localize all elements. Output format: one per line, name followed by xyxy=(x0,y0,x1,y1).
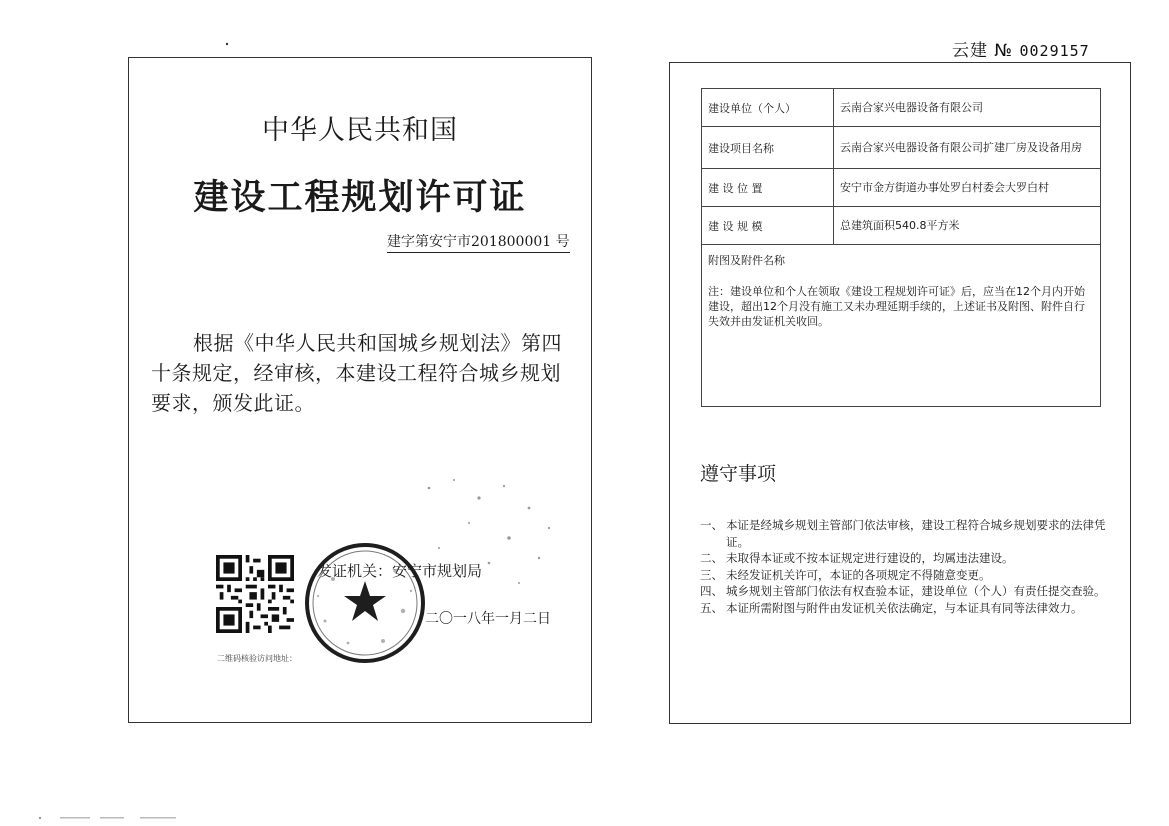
validity-note: 注：建设单位和个人在领取《建设工程规划许可证》后，应当在12个月内开始建设，超出12个月没有施工又未办理延期手续的，上述证书及附图、附件自行失效并由发证机关收回。 xyxy=(708,285,1085,328)
country-heading: 中华人民共和国 xyxy=(262,115,458,146)
row-label: 建 设 位 置 xyxy=(702,169,834,207)
attachments-label: 附图及附件名称 xyxy=(708,254,785,267)
note-text: 城乡规划主管部门依法有权查验本证，建设单位（个人）有责任提交查验。 xyxy=(726,584,1106,598)
certificate-details-page xyxy=(669,62,1131,724)
table-row xyxy=(702,169,1101,207)
certificate-front-page xyxy=(128,57,592,723)
row-value: 云南合家兴电器设备有限公司扩建厂房及设备用房 xyxy=(834,127,1101,169)
serial-mark: № xyxy=(994,41,1014,61)
issuing-authority: 发证机关：安宁市规划局 xyxy=(317,562,483,580)
note-index: 五、 xyxy=(700,600,723,615)
qr-caption: 二维码核验访问地址： xyxy=(217,654,297,663)
row-value: 总建筑面积540.8平方米 xyxy=(834,207,1101,245)
project-info-table xyxy=(701,88,1101,407)
list-item xyxy=(700,600,1110,617)
serial-number xyxy=(952,36,1090,61)
attachments-cell xyxy=(702,245,1101,407)
note-text: 未经发证机关许可，本证的各项规定不得随意变更。 xyxy=(726,567,991,582)
certificate-statement: 根据《中华人民共和国城乡规划法》第四十条规定，经审核，本建设工程符合城乡规划要求，颁发此证。 xyxy=(151,331,562,415)
notes-title: 遵守事项 xyxy=(700,463,777,485)
list-item xyxy=(700,517,1110,550)
note-text: 未取得本证或不按本证规定进行建设的，均属违法建设。 xyxy=(726,551,1014,565)
certificate-title: 建设工程规划许可证 xyxy=(193,178,527,218)
serial-prefix: 云建 xyxy=(952,41,988,61)
row-label: 建设项目名称 xyxy=(702,127,834,169)
issue-date: 二〇一八年一月二日 xyxy=(425,611,551,627)
note-index: 一、 xyxy=(700,518,723,532)
qr-code-icon xyxy=(216,555,294,633)
table-row xyxy=(702,89,1101,127)
certificate-number: 建字第安宁市201800001 号 xyxy=(387,231,570,253)
row-label: 建 设 规 模 xyxy=(702,207,834,245)
row-value: 安宁市金方街道办事处罗白村委会大罗白村 xyxy=(834,169,1101,207)
row-value: 云南合家兴电器设备有限公司 xyxy=(834,89,1101,127)
notes-list xyxy=(700,517,1110,616)
row-label: 建设单位（个人） xyxy=(702,89,834,127)
note-text: 本证是经城乡规划主管部门依法审核，建设工程符合城乡规划要求的法律凭证。 xyxy=(726,518,1106,549)
table-row xyxy=(702,207,1101,245)
note-index: 四、 xyxy=(700,584,723,598)
list-item xyxy=(700,583,1110,600)
stamp-smudges xyxy=(409,468,559,608)
table-row xyxy=(702,245,1101,407)
serial-digits: 0029157 xyxy=(1019,42,1090,60)
list-item xyxy=(700,550,1110,567)
table-row xyxy=(702,127,1101,169)
note-index: 二、 xyxy=(700,551,723,565)
note-index: 三、 xyxy=(700,567,723,582)
list-item xyxy=(700,567,1110,584)
note-text: 本证所需附图与附件由发证机关依法确定，与本证具有同等法律效力。 xyxy=(726,600,1083,615)
